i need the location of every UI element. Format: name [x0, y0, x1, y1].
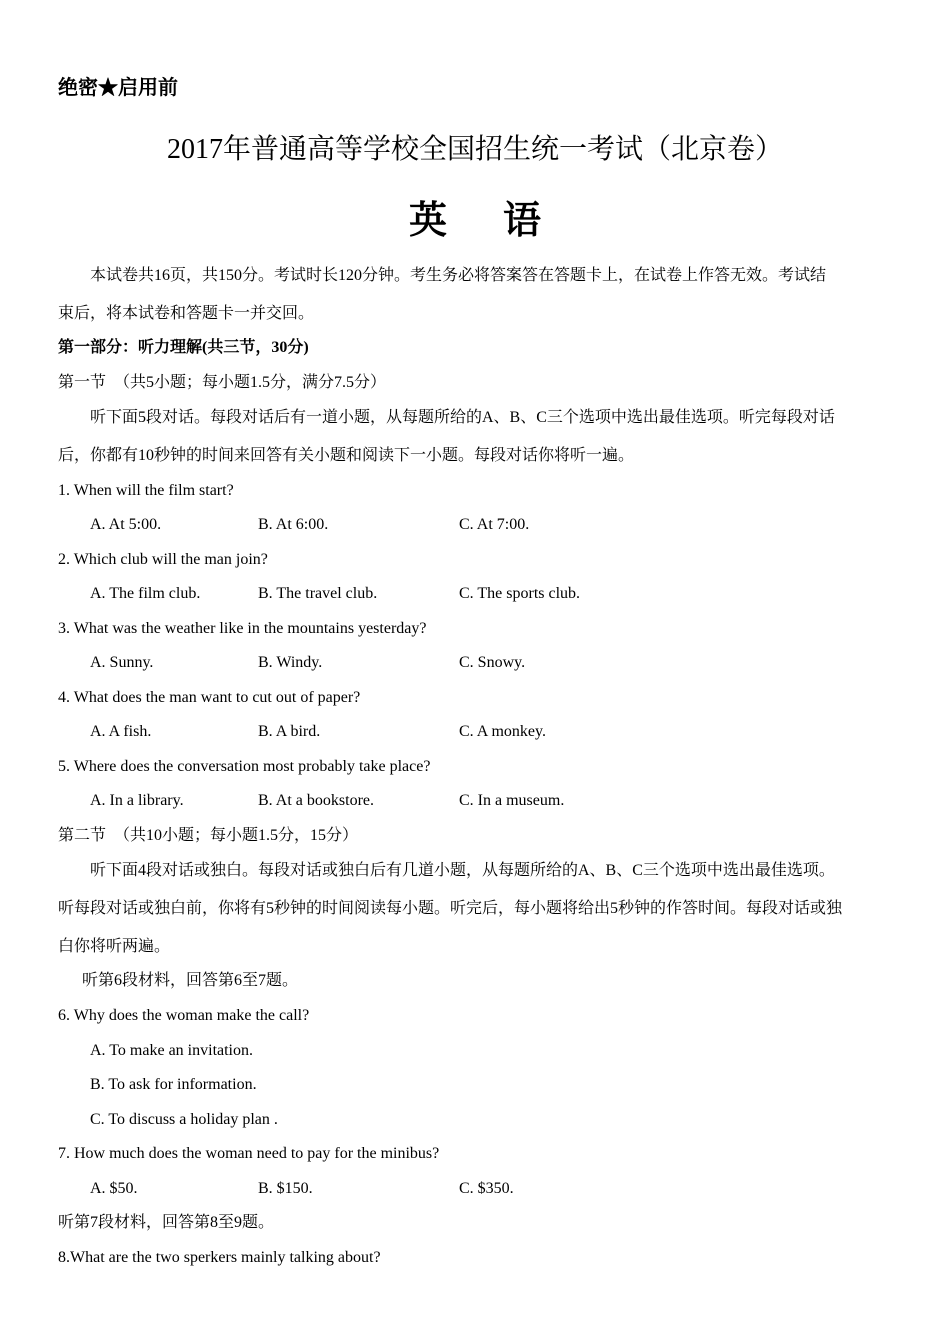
q5-option-a: A. In a library. [90, 792, 184, 809]
q1-option-a: A. At 5:00. [90, 516, 162, 533]
question-7: 7. How much does the woman need to pay for the minibus? [58, 1145, 440, 1162]
section1-instruction-2: 后，你都有10秒钟的时间来回答有关小题和阅读下一小题。每段对话你将听一遍。 [58, 447, 635, 464]
intro-line-1: 本试卷共16页，共150分。考试时长120分钟。考生务必将答案答在答题卡上，在试卷上作答无效。考试结 [90, 267, 827, 284]
question-4: 4. What does the man want to cut out of paper? [58, 689, 361, 706]
q7-option-c: C. $350. [459, 1180, 514, 1197]
q1-option-c: C. At 7:00. [459, 516, 530, 533]
q5-option-c: C. In a museum. [459, 792, 565, 809]
q2-option-c: C. The sports club. [459, 585, 581, 602]
q1-option-b: B. At 6:00. [258, 516, 329, 533]
q5-option-b: B. At a bookstore. [258, 792, 374, 809]
material-6-note: 听第6段材料，回答第6至7题。 [82, 972, 299, 989]
q7-option-a: A. $50. [90, 1180, 138, 1197]
q4-option-b: B. A bird. [258, 723, 321, 740]
part1-heading: 第一部分：听力理解(共三节，30分) [58, 339, 309, 356]
question-5: 5. Where does the conversation most probably take place? [58, 758, 431, 775]
section1-heading: 第一节 （共5小题；每小题1.5分，满分7.5分） [58, 374, 387, 391]
q4-option-a: A. A fish. [90, 723, 152, 740]
question-2: 2. Which club will the man join? [58, 551, 268, 568]
q3-option-a: A. Sunny. [90, 654, 154, 671]
q2-option-a: A. The film club. [90, 585, 201, 602]
secret-label: 绝密★启用前 [58, 77, 178, 99]
q3-option-c: C. Snowy. [459, 654, 526, 671]
q6-option-b: B. To ask for information. [90, 1076, 257, 1093]
question-8: 8.What are the two sperkers mainly talking about? [58, 1249, 381, 1266]
q4-option-c: C. A monkey. [459, 723, 546, 740]
q3-option-b: B. Windy. [258, 654, 323, 671]
question-6: 6. Why does the woman make the call? [58, 1007, 310, 1024]
section2-instruction-3: 白你将听两遍。 [58, 938, 171, 955]
q7-option-b: B. $150. [258, 1180, 313, 1197]
q6-option-c: C. To discuss a holiday plan . [90, 1111, 278, 1128]
q2-option-b: B. The travel club. [258, 585, 378, 602]
question-3: 3. What was the weather like in the mountains yesterday? [58, 620, 427, 637]
exam-title: 2017年普通高等学校全国招生统一考试（北京卷） [166, 134, 783, 165]
section2-instruction-1: 听下面4段对话或独白。每段对话或独白后有几道小题，从每题所给的A、B、C三个选项中选出最佳选项。 [90, 862, 835, 879]
material-7-note: 听第7段材料，回答第8至9题。 [58, 1214, 275, 1231]
intro-line-2: 束后，将本试卷和答题卡一并交回。 [58, 305, 315, 322]
section2-heading: 第二节 （共10小题；每小题1.5分，15分） [58, 827, 359, 844]
subject-title: 英语 [408, 200, 597, 242]
section2-instruction-2: 听每段对话或独白前，你将有5秒钟的时间阅读每小题。听完后，每小题将给出5秒钟的作答时间。每段对话或独 [58, 900, 843, 917]
section1-instruction-1: 听下面5段对话。每段对话后有一道小题，从每题所给的A、B、C三个选项中选出最佳选项。听完每段对话 [90, 409, 835, 426]
question-1: 1. When will the film start? [58, 482, 234, 499]
q6-option-a: A. To make an invitation. [90, 1042, 253, 1059]
